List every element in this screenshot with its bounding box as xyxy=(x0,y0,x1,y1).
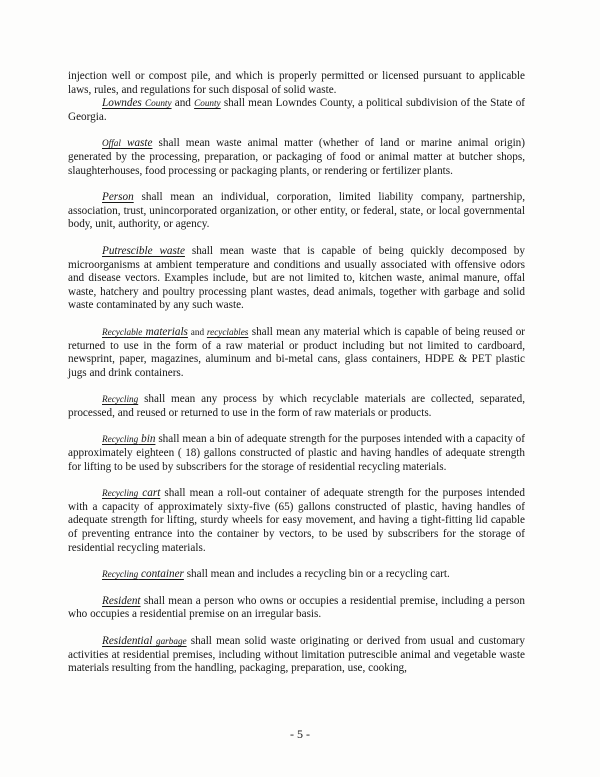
defined-term: Recycling cart xyxy=(102,487,161,500)
definition-recycling-cart xyxy=(68,487,525,555)
definition-recycling-container xyxy=(68,568,525,582)
defined-term-alias: recyclables xyxy=(206,326,249,337)
definition-lowndes-county: Lowndes County and County shall mean Lowndes County, a political subdivision of the State of Georgia. xyxy=(68,97,526,123)
defined-term: Person xyxy=(102,191,134,204)
definition-text: shall mean solid waste originating or derived from usual and customary activities at residential premises, including without limitation putrescible animal and vegetable waste materials resulting from the handling, packaging, preparation, use, cooking, xyxy=(68,635,525,675)
definition-text: shall mean waste animal matter (whether of land or marine animal origin) generated by the processing, preparation, or packaging of food or animal matter at butcher shops, slaughterhouses, food processing or packaging plants, or rendering or fertilizer plants. xyxy=(68,137,525,177)
defined-term: Recycling xyxy=(102,394,139,405)
definition-recycling xyxy=(68,393,525,420)
defined-term: Putrescible waste xyxy=(102,244,185,257)
defined-term: Lowndes County xyxy=(102,97,172,110)
defined-term-alias: County xyxy=(194,98,221,109)
definition-text: shall mean any material which is capable of being reused or returned to use in the form of a raw material or product including but not limited to cardboard, newsprint, paper, magazines, aluminum and bi-metal cans, glass containers, HDPE & PET plastic jugs and drink containers. xyxy=(68,325,526,379)
definition-text: shall mean Lowndes County, a political subdivision of the State of Georgia. xyxy=(68,97,526,123)
defined-term: Offal waste xyxy=(102,137,153,150)
definition-putrescible-waste xyxy=(68,245,525,313)
definition-offal-waste xyxy=(68,137,525,178)
paragraph-intro xyxy=(68,70,525,97)
definition-text: shall mean any process by which recyclable materials are collected, separated, processed, and reused or returned to use in the form of raw materials or products. xyxy=(68,393,525,419)
defined-term: Residential garbage xyxy=(102,635,187,647)
page-number: - 5 - xyxy=(290,727,310,741)
paragraph-text: injection well or compost pile, and which is properly permitted or licensed pursuant to applicable laws, rules, and regulations for such disposal of solid waste. xyxy=(68,70,525,96)
definition-text: shall mean a person who owns or occupies a residential premise, including a person who occupies a residential premise on an irregular basis. xyxy=(68,594,525,621)
defined-term: Recycling bin xyxy=(102,433,156,446)
definition-person xyxy=(68,191,525,232)
defined-term: Recycling container xyxy=(102,568,184,581)
document-body xyxy=(68,70,525,676)
definition-text: shall mean a bin of adequate strength for the purposes intended with a capacity of approximately eighteen ( 18) gallons constructed of plastic and having handles of adequate strength for lifting to be used by subscribers for the storage of residential recycling materials. xyxy=(68,433,526,473)
definition-text: shall mean and includes a recycling bin or a recycling cart. xyxy=(183,568,450,581)
definition-recyclable-materials: Recyclable materials and recyclables shall mean any material which is capable of being reused or returned to use in the form of a raw material or product including but not limited to cardboard, newsprint, paper, magazines, aluminum and bi-metal cans, glass containers, HDPE & PET plastic jugs and drink containers. xyxy=(68,325,526,379)
defined-term: Recyclable materials xyxy=(102,325,188,338)
defined-term: Resident xyxy=(102,594,141,607)
definition-resident xyxy=(68,595,525,622)
definition-residential-garbage xyxy=(68,635,525,676)
definition-text: shall mean an individual, corporation, limited liability company, partnership, association, trust, unincorporated organization, or other entity, or federal, state, or local governmental body, unit, authority, or agency. xyxy=(68,191,525,231)
definition-text: shall mean waste that is capable of being quickly decomposed by microorganisms at ambient temperature and conditions and usually associated with offensive odors and disease vectors. Examples include, but are not limited to, kitchen waste, animal manure, offal waste, hatchery and poultry processing plant wastes, dead animals, together with garbage and solid waste contaminated by any such waste. xyxy=(68,244,525,312)
definition-recycling-bin xyxy=(68,433,525,474)
definition-text: shall mean a roll-out container of adequate strength for the purposes intended with a capacity of approximately sixty-five (65) gallons constructed of plastic, having handles of adequate strength for lifting, sturdy wheels for easy movement, and having a tight-fitting lid capable of preventing entrance into the container by vectors, to be used by subscribers for the storage of residential recycling materials. xyxy=(68,487,525,554)
